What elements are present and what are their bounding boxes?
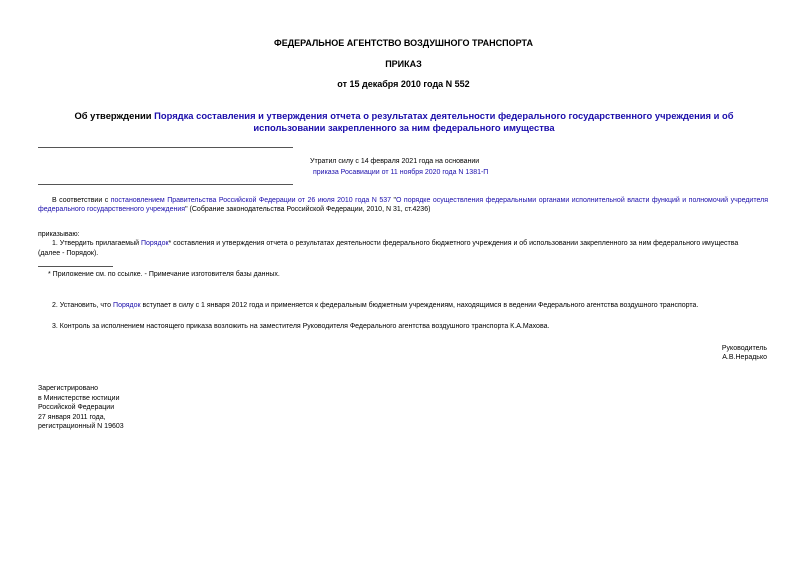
- item-2-procedure-link[interactable]: Порядок: [113, 302, 141, 309]
- title-prefix: Об утверждении: [74, 110, 155, 121]
- registration-block: [38, 384, 124, 432]
- status-repeal-link-row: [313, 168, 488, 177]
- registration-line: 27 января 2011 года,: [38, 413, 106, 421]
- item-2: [52, 301, 698, 310]
- registration-line: регистрационный N 19603: [38, 423, 124, 430]
- signature-role: Руководитель: [721, 345, 767, 352]
- footnote-divider: [38, 266, 113, 267]
- signature-name: А.В.Нерадько: [722, 354, 767, 361]
- title-order-link[interactable]: Порядка составления и утверждения отчета о результатах деятельности федерального государственного учреждения и об использовании закрепленного за ним федерального имущества: [154, 110, 734, 133]
- preamble: [38, 196, 768, 214]
- decree-title-link[interactable]: О порядке осуществления федеральными органами исполнительной власти функций и полномочий учредителя федерального государственного учреждения: [38, 197, 769, 213]
- item-2-start: 2. Установить, что: [52, 302, 114, 309]
- preamble-middle: ": [391, 197, 396, 204]
- preamble-start: В соответствии с: [52, 197, 111, 204]
- status-text: Утратил силу с 14 февраля 2021 года на основании: [310, 158, 480, 165]
- status-repeal-link[interactable]: приказа Росавиации от 11 ноября 2020 года N 1381-П: [313, 169, 489, 176]
- government-decree-link[interactable]: постановлением Правительства Российской Федерации от 26 июля 2010 года N 537: [110, 197, 392, 204]
- item-1-procedure-link[interactable]: Порядок: [140, 240, 169, 247]
- signature: [722, 344, 767, 362]
- registration-line: Российской Федерации: [38, 404, 115, 411]
- agency-name: ФЕДЕРАЛЬНОЕ АГЕНТСТВО ВОЗДУШНОГО ТРАНСПОРТА: [274, 38, 533, 48]
- preamble-end: " (Собрание законодательства Российской Федерации, 2010, N 31, ст.4236): [185, 206, 431, 213]
- item-1: [52, 239, 782, 248]
- item-1-continuation: (далее - Порядок).: [38, 250, 99, 257]
- item-1-start: 1. Утвердить прилагаемый: [52, 240, 141, 247]
- registration-line: в Министерстве юстиции: [38, 394, 120, 402]
- status-divider-bottom: [38, 184, 293, 185]
- document-title: [52, 110, 756, 134]
- item-3: 3. Контроль за исполнением настоящего приказа возложить на заместителя Руководителя Федерального агентства воздушного транспорта К.А.Махова.: [52, 323, 550, 330]
- status-divider-top: [38, 147, 293, 148]
- item-1-rest: * составления и утверждения отчета о результатах деятельности федерального бюджетного учреждения и об использовании закрепленного за ним федерального имущества: [168, 240, 739, 247]
- item-2-rest: вступает в силу с 1 января 2012 года и применяется к федеральным бюджетным учреждениям, находящимся в ведении Федерального агентства воздушного транспорта.: [140, 302, 699, 309]
- registration-line: Зарегистрировано: [38, 385, 98, 392]
- document-date-number: от 15 декабря 2010 года N 552: [337, 79, 470, 89]
- footnote: * Приложение см. по ссылке. - Примечание изготовителя базы данных.: [48, 271, 280, 278]
- document-type: ПРИКАЗ: [385, 59, 422, 69]
- order-word: приказываю:: [38, 231, 80, 238]
